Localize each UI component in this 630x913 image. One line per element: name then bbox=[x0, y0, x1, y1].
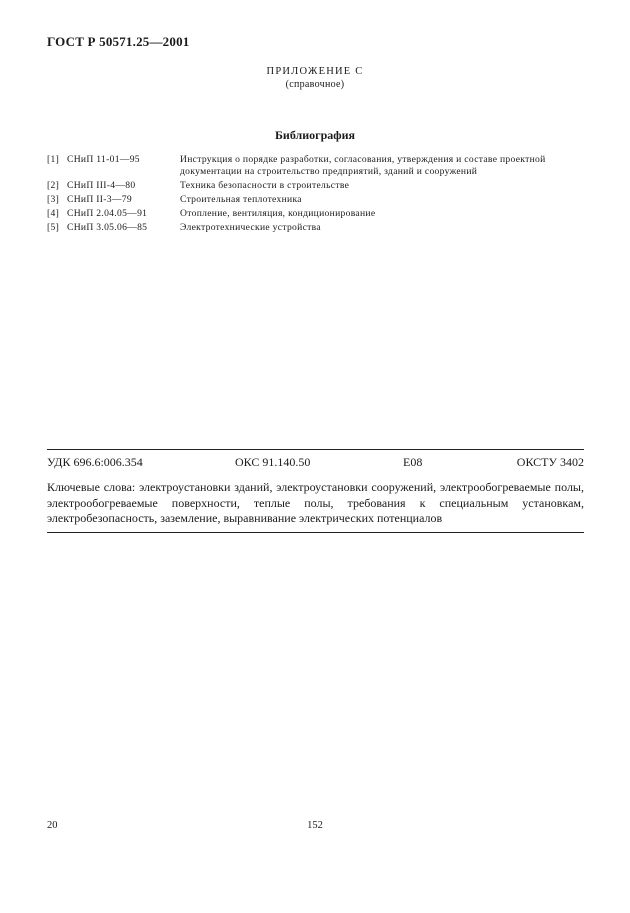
document-code: ГОСТ Р 50571.25—2001 bbox=[47, 34, 190, 49]
bibliography-item-number: [4] bbox=[47, 207, 60, 219]
bibliography-item-number: [3] bbox=[47, 193, 60, 205]
bibliography-item-code: СНиП 11-01—95 bbox=[67, 154, 140, 165]
okstu-code: ОКСТУ 3402 bbox=[516, 455, 584, 469]
bibliography-item bbox=[47, 180, 587, 192]
bibliography-item bbox=[47, 208, 587, 220]
udk-code: УДК 696.6:006.354 bbox=[47, 455, 143, 469]
bibliography-item bbox=[47, 222, 587, 234]
divider-top bbox=[47, 449, 584, 450]
bibliography-item-number: [5] bbox=[47, 221, 60, 233]
bibliography-item-title: Инструкция о порядке разработки, согласования, утверждения и составе проектной документации на строительство предприятий, зданий и сооружений bbox=[180, 154, 546, 177]
bibliography-item-code: СНиП II-3—79 bbox=[67, 193, 132, 205]
bibliography-item-code: СНиП 2.04.05—91 bbox=[67, 207, 148, 219]
bibliography-item-number: [1] bbox=[47, 154, 60, 165]
appendix-subtitle: (справочное) bbox=[285, 79, 345, 90]
bibliography-item-title: Электротехнические устройства bbox=[180, 221, 321, 233]
bibliography-item-number: [2] bbox=[47, 179, 60, 191]
bibliography-item-code: СНиП III-4—80 bbox=[67, 179, 136, 191]
appendix-title: ПРИЛОЖЕНИЕ С bbox=[266, 66, 364, 77]
bibliography-item-code: СНиП 3.05.06—85 bbox=[67, 221, 148, 233]
bibliography-item-title: Техника безопасности в строительстве bbox=[180, 179, 350, 191]
bibliography-item-title: Строительная теплотехника bbox=[180, 193, 302, 205]
keywords: Ключевые слова: электроустановки зданий, электроустановки сооружений, электрообогреваемые полы, электрообогреваемые поверхности, теплые полы, требования к специальным установкам, электробезопасность, заземление, выравнивание электрических потенциалов bbox=[47, 480, 584, 525]
page-number-center: 152 bbox=[307, 820, 323, 831]
page-number-left: 20 bbox=[47, 820, 58, 831]
bibliography-item-title: Отопление, вентиляция, кондиционирование bbox=[180, 207, 376, 219]
bibliography-item bbox=[47, 194, 587, 206]
divider-bottom bbox=[47, 532, 584, 533]
bibliography-item bbox=[47, 154, 587, 177]
bibliography-list bbox=[47, 154, 587, 236]
group-code: Е08 bbox=[403, 455, 423, 469]
oks-code: ОКС 91.140.50 bbox=[235, 455, 311, 469]
bibliography-heading: Библиография bbox=[274, 128, 356, 142]
